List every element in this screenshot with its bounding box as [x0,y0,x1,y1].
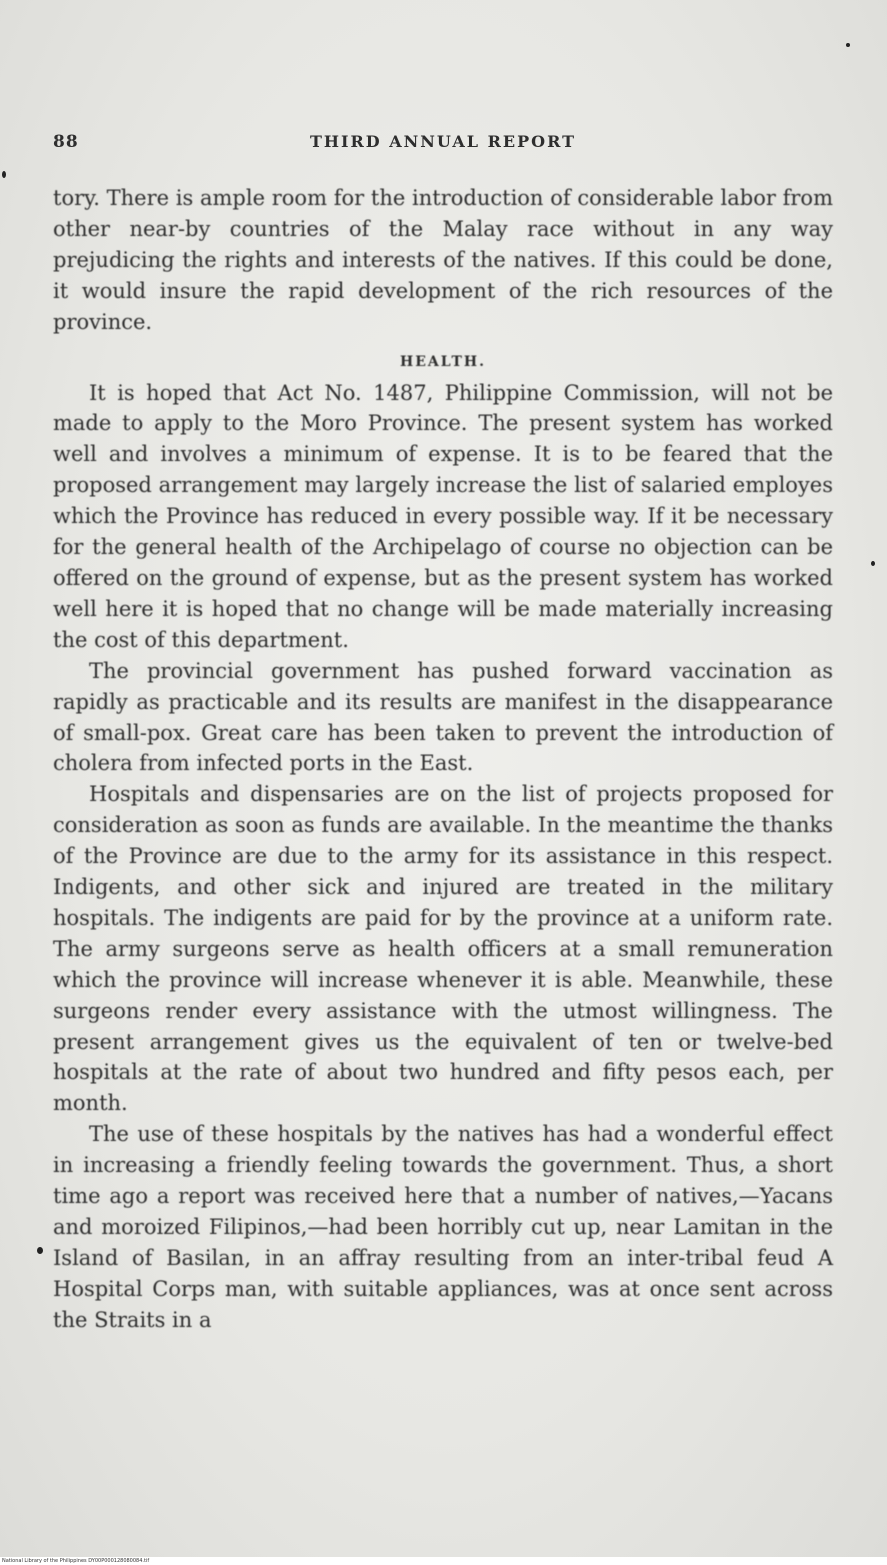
paragraph-vaccination: The provincial government has pushed forward vaccination as rapidly as practicable and its results are manifest in the disappearance of small-pox. Great care has been taken to prevent the introduction of cholera from infected ports in the East. [53,658,833,776]
page-header [53,132,833,160]
scan-footer-text: National Library of the Philippines DY00P000128080084.tif [2,1558,150,1564]
page-number: 88 [53,132,79,152]
paragraph-natives: The use of these hospitals by the natives has had a wonderful effect in increasing a friendly feeling towards the government. Thus, a short time ago a report was received here that a number of natives,—Yacans and moroized Filipinos,—had been horribly cut up, near Lamitan in the Island of Basilan, in an affray resulting from an inter-tribal feud A Hospital Corps man, with suitable appliances, was at once sent across the Straits in a [53,1122,833,1332]
body-text [53,183,833,1336]
scan-speck [846,43,850,47]
scan-speck [37,1247,43,1254]
scan-speck [871,561,875,566]
scan-footer [0,1557,887,1565]
paragraph-hospitals: Hospitals and dispensaries are on the list of projects proposed for consideration as soon as funds are available. In the meantime the thanks of the Province are due to the army for its assistance in this respect. Indigents, and other sick and injured are treated in the military hospitals. The indigents are paid for by the province at a uniform rate. The army surgeons serve as health officers at a small remuneration which the province will increase whenever it is able. Meanwhile, these surgeons render every assistance with the utmost willingness. The present arrangement gives us the equivalent of ten or twelve-bed hospitals at the rate of about two hundred and fifty pesos each, per month. [53,782,833,1116]
paragraph-act-1487: It is hoped that Act No. 1487, Philippine Commission, will not be made to apply to the Moro Province. The present system has worked well and involves a minimum of expense. It is to be feared that the proposed arrangement may largely increase the list of salaried employes which the Province has reduced in every possible way. If it be necessary for the general health of the Archipelago of course no objection can be offered on the ground of expense, but as the present system has worked well here it is hoped that no change will be made materially increasing the cost of this department. [53,380,833,652]
scan-speck [2,171,6,178]
section-heading-health: HEALTH. [400,353,486,370]
paragraph-continuation: tory. There is ample room for the introduction of considerable labor from other near-by countries of the Malay race without in any way prejudicing the rights and interests of the natives. If this could be done, it would insure the rapid development of the rich resources of the province. [53,186,833,334]
running-title: THIRD ANNUAL REPORT [310,132,576,151]
